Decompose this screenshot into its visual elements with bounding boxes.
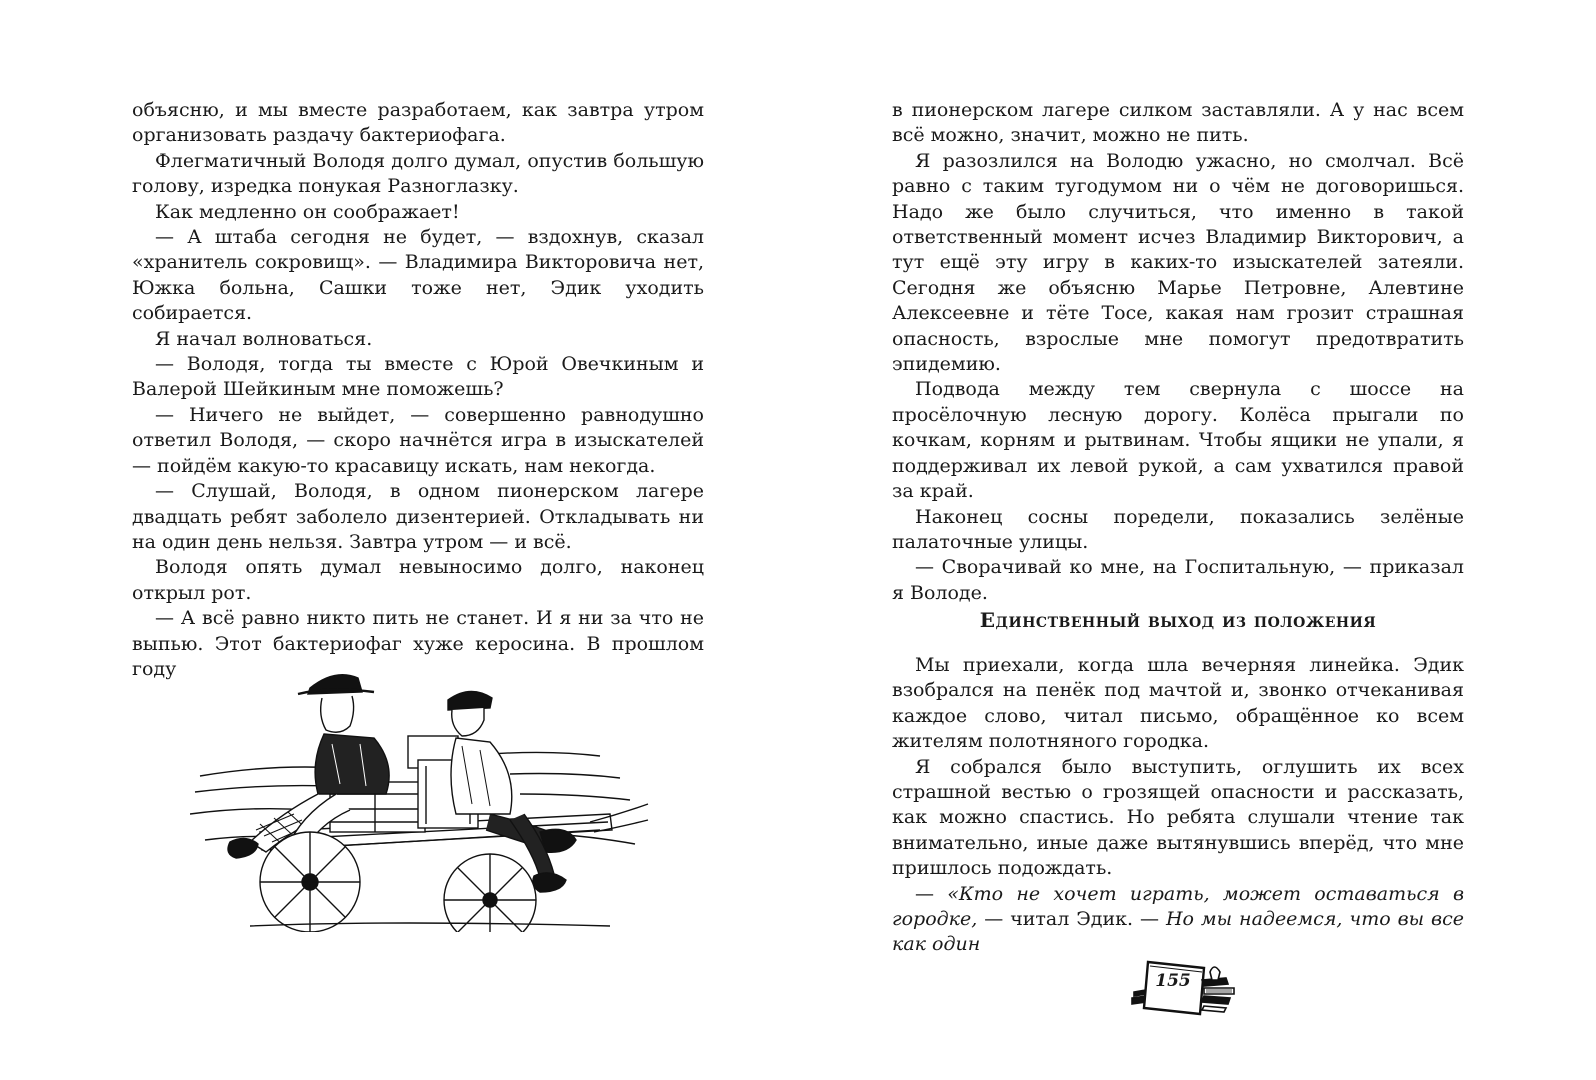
paragraph: — А всё равно никто пить не станет. И я ни за что не выпью. Этот бактериофаг хуже керосина. В прошлом году xyxy=(132,607,704,680)
right-page xyxy=(798,0,1596,1080)
paragraph: — Володя, тогда ты вместе с Юрой Овечкиным и Валерой Шейкиным мне поможешь? xyxy=(132,353,704,401)
author-words: — читал Эдик. — xyxy=(977,908,1166,931)
paragraph: — Слушай, Володя, в одном пионерском лагере двадцать ребят заболело дизентерией. Откладывать ни на один день нельзя. Завтра утром — и всё. xyxy=(132,480,704,553)
paragraph-quote xyxy=(892,882,1464,958)
paragraph: Я собрался было выступить, оглушить их всех страшной вестью о грозящей опасности и рассказать, как можно спастись. Но ребята слушали чтение так внимательно, иные даже вытянувшись вперёд, что мне пришлось подождать. xyxy=(892,755,1464,880)
paragraph: — Ничего не выйдет, — совершенно равнодушно ответил Володя, — скоро начнётся игра в изыскателей — пойдём какую-то красавицу искать, нам некогда. xyxy=(132,403,704,477)
paragraph: Я разозлился на Володю ужасно, но смолчал. Всё равно с таким тугодумом ни о чём не договоришься. Надо же было случиться, что именно в такой ответственный момент исчез Владимир Викторович, а тут ещё эту игру в каких-то изыскателей затеяли. Сегодня же объясню Марье Петровне, Алевтине Алексеевне и тёте Тосе, какая нам грозит страшная опасность, взрослые мне помогут предотвратить эпидемию. xyxy=(892,149,1464,376)
paragraph: Флегматичный Володя долго думал, опустив большую голову, изредка понукая Разноглазку. xyxy=(132,149,704,198)
horse-cart-illustration xyxy=(190,664,650,932)
dash: — xyxy=(915,882,948,905)
paragraph: Володя опять думал невыносимо долго, наконец открыл рот. xyxy=(132,556,704,604)
right-page-text xyxy=(892,98,1464,606)
paragraph: Как медленно он соображает! xyxy=(155,200,460,223)
paragraph: Наконец сосны поредели, показались зелёные палаточные улицы. xyxy=(892,505,1464,553)
quote-part: «Кто не хочет играть, может оставаться в городке, xyxy=(892,882,1465,931)
paragraph: — А штаба сегодня не будет, — вздохнув, сказал «хранитель сокровищ». — Владимира Викторовича нет, Южка больна, Сашки тоже нет, Эдик уходить собирается. xyxy=(132,226,704,325)
paragraph: Подвода между тем свернула с шоссе на просёлочную лесную дорогу. Колёса прыгали по кочкам, корням и рытвинам. Чтобы ящики не упали, я поддерживал их левой рукой, а сам ухватился правой за край. xyxy=(892,378,1464,503)
paragraph: — Сворачивай ко мне, на Госпитальную, — приказал я Володе. xyxy=(892,556,1464,604)
chapter-title: Единственный выход из положения xyxy=(979,608,1377,632)
paragraph: Я начал волноваться. xyxy=(155,327,373,350)
quote-part: Но мы надеемся, что вы все как один xyxy=(892,908,1464,956)
chapter-text xyxy=(892,653,1464,958)
left-page-text xyxy=(132,98,704,682)
page-number: 155 xyxy=(1155,971,1191,991)
paragraph: в пионерском лагере силком заставляли. А у нас всем всё можно, значит, можно не пить. xyxy=(892,99,1464,147)
paragraph: Мы приехали, когда шла вечерняя линейка. Эдик взобрался на пенёк под мачтой и, звонко отчеканивая каждое слово, читал письмо, обращённое ко всем жителям полотняного городка. xyxy=(892,654,1464,753)
paragraph: объясню, и мы вместе разработаем, как завтра утром организовать раздачу бактериофага. xyxy=(132,99,704,147)
